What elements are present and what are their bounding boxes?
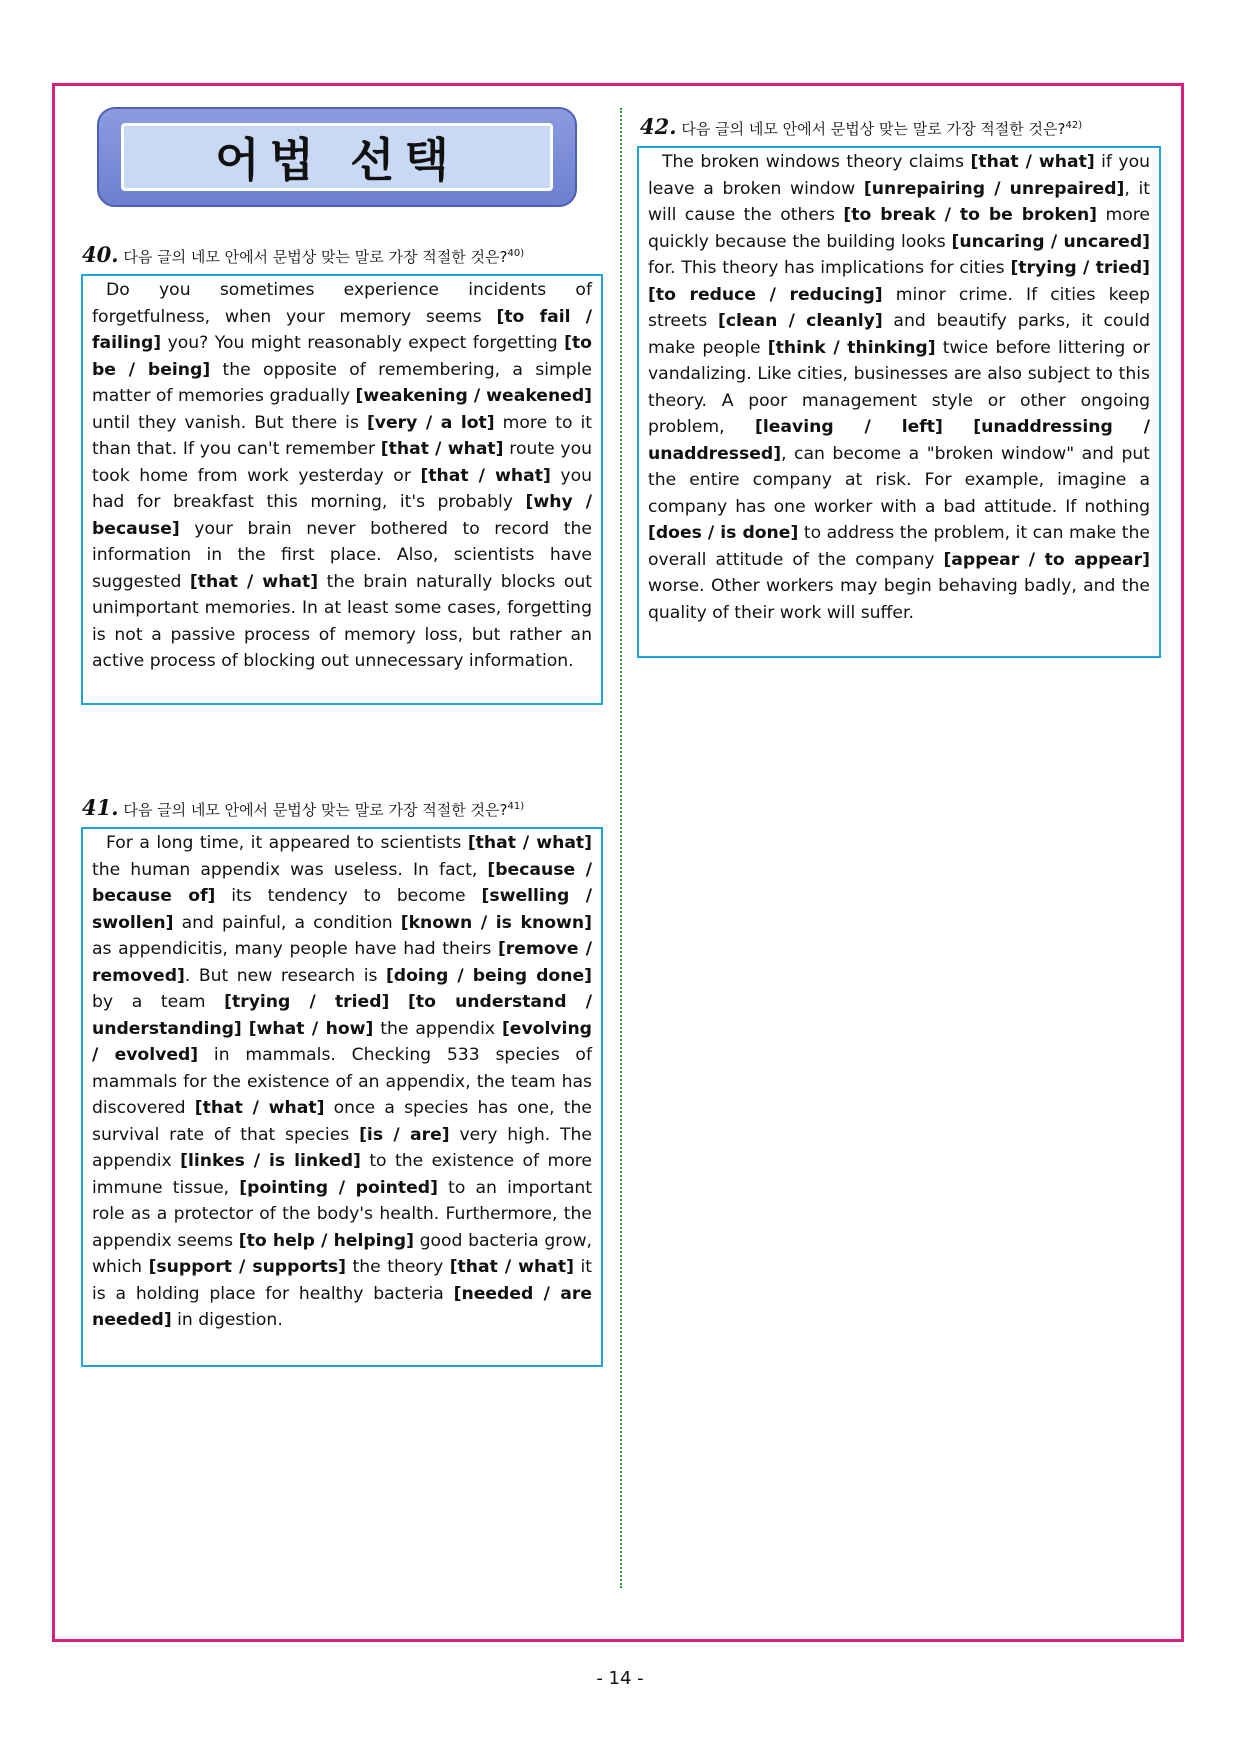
answer-choice: [pointing / pointed]: [239, 1177, 438, 1198]
answer-choice: [that / what]: [380, 439, 504, 459]
question-42-passage-box: [637, 146, 1161, 658]
page-number: - 14 -: [596, 1668, 644, 1689]
answer-choice: [to help / helping]: [238, 1230, 414, 1251]
answer-choice: [why / because]: [92, 492, 592, 539]
answer-choice: [that / what]: [194, 1098, 325, 1118]
question-prompt: 다음 글의 네모 안에서 문법상 맞는 말로 가장 적절한 것은?: [123, 248, 508, 266]
passage-segment: [242, 1019, 249, 1039]
answer-choice: [remove / removed]: [92, 939, 592, 986]
passage-segment: [943, 417, 973, 437]
question-prompt: 다음 글의 네모 안에서 문법상 맞는 말로 가장 적절한 것은?: [123, 801, 508, 819]
answer-choice: [unaddressing / unaddressed]: [648, 417, 1151, 464]
answer-choice: [is / are]: [359, 1124, 450, 1145]
answer-choice: [trying / tried]: [1010, 258, 1151, 278]
answer-choice: [known / is known]: [400, 912, 592, 933]
answer-choice: [does / is done]: [648, 523, 799, 543]
passage-segment: more to it than that. If you can't remember: [92, 412, 592, 459]
answer-choice: [appear / to appear]: [943, 549, 1150, 570]
passage-segment: and beautify parks, it could make people: [648, 311, 1150, 358]
answer-choice: [linkes / is linked]: [180, 1151, 361, 1171]
answer-choice: [unrepairing / unrepaired]: [863, 178, 1125, 199]
passage-segment: to an important role as a protector of the body's health. Furthermore, the appendix seems: [92, 1177, 592, 1251]
answer-choice: [leaving / left]: [754, 417, 943, 437]
column-divider: [620, 108, 622, 1588]
section-title: 어법 선택: [215, 133, 459, 187]
passage-segment: if you leave a broken window: [648, 152, 1150, 199]
passage-segment: the opposite of remembering, a simple matter of memories gradually: [92, 359, 592, 406]
answer-choice: [swelling / swollen]: [92, 886, 592, 933]
question-number: 42.: [640, 114, 677, 139]
answer-choice: [think / thinking]: [767, 337, 936, 358]
answer-choice: [that / what]: [420, 465, 551, 486]
question-prompt: 다음 글의 네모 안에서 문법상 맞는 말로 가장 적절한 것은?: [681, 120, 1066, 138]
question-41-header: [82, 797, 524, 820]
question-40-passage-box: [81, 274, 603, 705]
passage-segment: you had for breakfast this morning, it's probably: [92, 465, 592, 512]
passage-segment: twice before littering or vandalizing. Like cities, businesses are also subject to this theory. A poor management style or other ongoing problem,: [648, 337, 1150, 437]
passage-segment: the theory: [346, 1257, 450, 1277]
passage-segment: to the existence of more immune tissue,: [92, 1151, 592, 1198]
passage-segment: For a long time, it appeared to scientists: [106, 833, 468, 853]
passage-segment: as appendicitis, many people have had theirs: [92, 939, 498, 959]
answer-choice: [that / what]: [467, 833, 592, 853]
section-title-banner: [97, 107, 577, 207]
passage-segment: route you took home from work yesterday or: [92, 439, 592, 486]
footnote-marker: 42): [1065, 120, 1083, 131]
passage-segment: the brain naturally blocks out unimportant memories. In at least some cases, forgetting is not a passive process of memory loss, but rather an active process of blocking out unnecessary information.: [92, 571, 592, 671]
answer-choice: [trying / tried]: [224, 992, 390, 1012]
question-41-passage-box: [81, 827, 603, 1367]
passage-text: [648, 149, 1150, 626]
question-number: 41.: [82, 795, 119, 820]
answer-choice: [to reduce / reducing]: [648, 284, 883, 305]
answer-choice: [evolving / evolved]: [92, 1018, 592, 1065]
passage-segment: Do you sometimes experience incidents of forgetfulness, when your memory seems: [92, 280, 592, 327]
passage-segment: to address the problem, it can make the overall attitude of the company: [648, 523, 1150, 570]
passage-segment: , it will cause the others: [648, 178, 1150, 225]
question-40-header: [82, 244, 524, 267]
answer-choice: [to break / to be broken]: [843, 205, 1098, 225]
passage-segment: its tendency to become: [215, 886, 482, 906]
passage-segment: in mammals. Checking 533 species of mammals for the existence of an appendix, the team has discovered: [92, 1045, 592, 1118]
passage-segment: and painful, a condition: [173, 912, 401, 933]
answer-choice: [support / supports]: [148, 1257, 346, 1277]
passage-segment: the appendix: [373, 1018, 502, 1039]
footnote-marker: 40): [507, 248, 525, 259]
passage-segment: . But new research is: [184, 965, 386, 986]
question-42-header: [640, 116, 1082, 139]
answer-choice: [because / because of]: [92, 859, 592, 906]
answer-choice: [to be / being]: [92, 333, 592, 380]
passage-segment: for. This theory has implications for cities: [648, 258, 1011, 278]
answer-choice: [clean / cleanly]: [717, 311, 883, 331]
answer-choice: [weakening / weakened]: [355, 386, 592, 406]
passage-segment: in digestion.: [171, 1310, 283, 1330]
passage-segment: minor crime. If cities keep streets: [648, 284, 1150, 331]
passage-segment: worse. Other workers may begin behaving badly, and the quality of their work will suffer.: [648, 576, 1150, 623]
answer-choice: [what / how]: [248, 1018, 374, 1039]
passage-segment: by a team: [92, 992, 225, 1012]
passage-text: [92, 277, 592, 675]
passage-segment: until they vanish. But there is: [92, 412, 367, 433]
section-title-panel: [121, 123, 553, 191]
passage-segment: , can become a "broken window" and put the entire company at risk. For example, imagine a company has one worker with a bad attitude. If nothing: [648, 443, 1150, 517]
passage-segment: the human appendix was useless. In fact,: [92, 859, 488, 880]
passage-segment: you? You might reasonably expect forgetting: [161, 333, 565, 353]
footnote-marker: 41): [507, 801, 525, 812]
passage-segment: very high. The appendix: [92, 1124, 593, 1171]
answer-choice: [that / what]: [449, 1257, 574, 1277]
passage-segment: more quickly because the building looks: [648, 205, 1150, 252]
question-number: 40.: [82, 242, 119, 267]
answer-choice: [uncaring / uncared]: [951, 231, 1150, 252]
passage-segment: The broken windows theory claims: [662, 152, 971, 172]
answer-choice: [very / a lot]: [366, 412, 495, 433]
answer-choice: [doing / being done]: [385, 965, 592, 986]
passage-segment: it is a holding place for healthy bacteria: [92, 1257, 592, 1304]
passage-segment: [389, 992, 408, 1012]
answer-choice: [that / what]: [970, 152, 1095, 172]
answer-choice: [to fail / failing]: [92, 306, 593, 353]
passage-segment: good bacteria grow, which: [92, 1230, 592, 1277]
answer-choice: [that / what]: [189, 571, 319, 592]
passage-segment: your brain never bothered to record the information in the first place. Also, scientists have suggested: [92, 518, 592, 592]
answer-choice: [needed / are needed]: [92, 1283, 592, 1330]
passage-text: [92, 830, 592, 1334]
passage-segment: once a species has one, the survival rate of that species: [92, 1098, 592, 1145]
answer-choice: [to understand / understanding]: [92, 992, 593, 1039]
